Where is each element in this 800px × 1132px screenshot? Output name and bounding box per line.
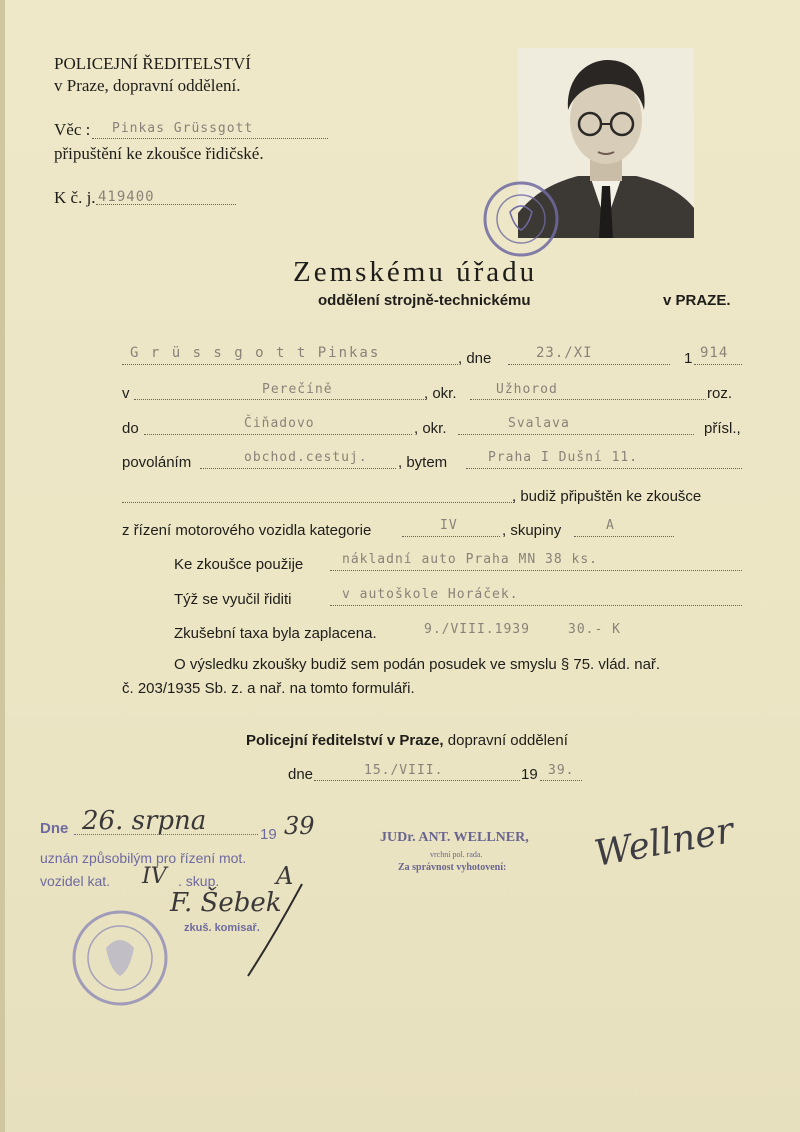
birthplace: Perečíně [262,382,333,397]
vec-label: Věc : [54,120,91,139]
bytem-label: , bytem [398,454,448,471]
birth-district: Užhorod [496,382,558,397]
footer-year-line [540,780,582,781]
footer-date-line [314,780,520,781]
document-city: v PRAZE. [663,292,731,309]
birth-year: 914 [700,345,729,361]
result-line-1: O výsledku zkoušky budiž sem podán posudek ve smyslu § 75. vlád. nař. [174,656,661,673]
occupation-line [200,468,396,469]
header-authority: POLICEJNÍ ŘEDITELSTVÍ [54,54,251,73]
official-title: vrchní pol. rada. [430,850,483,859]
vehicle: nákladní auto Praha MN 38 ks. [342,552,598,567]
blank-line [122,502,514,503]
okr-label-2: , okr. [414,420,447,437]
official-note: Za správnost vyhotovení: [398,862,507,873]
exam-date-hand: 26. srpna [82,806,207,836]
footer-year-prefix: 19 [521,766,538,783]
domicile-district: Svalava [508,416,570,431]
domicile-district-line [458,434,694,435]
okr-label-1: , okr. [424,385,457,402]
applicant-name: G r ü s s g o t t Pinkas [130,345,381,361]
kcj-label: K č. j. [54,188,96,207]
exam-year-prefix: 19 [260,826,277,843]
dne-label: , dne [458,350,492,367]
exam-kat-label: vozidel kat. [40,873,111,889]
exam-dne-label: Dne [40,820,69,837]
birth-date: 23./XI [536,345,593,361]
kategorie-text: z řízení motorového vozidla kategorie [122,522,372,539]
photo-seal-icon [468,178,574,260]
footer-date: 15./VIII. [364,763,444,778]
authority-rest: dopravní oddělení [443,732,568,749]
official-signature: Wellner [591,810,737,875]
subject-line: připuštění ke zkoušce řidičské. [54,144,264,163]
fee-date: 9./VIII.1939 [424,622,530,637]
name-line [122,364,458,365]
footer-year: 39. [548,763,575,778]
residence: Praha I Dušní 11. [488,450,639,465]
residence-line [466,468,742,469]
footer-dne-label: dne [288,766,314,783]
exam-skup-label: . skup. [178,873,220,889]
commissioner-signature: F. Šebek [170,888,282,918]
povolanim-label: povoláním [122,454,192,471]
commissioner-title: zkuš. komisař. [184,922,260,934]
birth-district-line [470,399,706,400]
exam-line2: uznán způsobilým pro řízení mot. [40,850,247,866]
do-label: do [122,420,139,437]
budiz-text: , budiž připuštěn ke zkoušce [512,488,702,505]
domicile-line [144,434,412,435]
roz-label: roz. [707,385,733,402]
occupation: obchod.cestuj. [244,450,368,465]
skupiny-label: , skupiny [502,522,562,539]
fee-amount: 30.- K [568,622,621,637]
round-seal-icon [70,908,170,1008]
birthplace-line [134,399,426,400]
birthyear-line [694,364,742,365]
year-prefix: 1 [684,350,693,367]
signature-stroke-icon [240,880,310,980]
result-line-2: č. 203/1935 Sb. z. a nař. na tomto formuláři. [122,680,415,697]
category-line [402,536,500,537]
v-label: v [122,385,130,402]
document-subtitle: oddělení strojně-technickému [318,292,531,309]
school: v autoškole Horáček. [342,587,519,602]
vec-line [92,138,328,139]
vehicle-label: Ke zkoušce použije [174,556,304,573]
authority-bold: Policejní ředitelství v Praze, [246,732,444,749]
exam-year-hand: 39 [284,812,315,840]
group-line [574,536,674,537]
kcj-value: 419400 [98,189,155,205]
category: IV [440,518,458,533]
exam-kat-hand: IV [142,864,167,889]
group: A [606,518,615,533]
official-name: JUDr. ANT. WELLNER, [380,830,529,845]
school-label: Týž se vyučil řiditi [174,591,292,608]
fee-label: Zkušební taxa byla zaplacena. [174,625,377,642]
vec-value: Pinkas Grüssgott [112,121,254,136]
domicile: Čiňadovo [244,416,315,431]
prisl-label: přísl., [704,420,741,437]
paper-edge [0,0,5,1132]
header-department: v Praze, dopravní oddělení. [54,76,241,95]
exam-skup-hand: A [276,862,294,890]
vehicle-line [330,570,742,571]
birthdate-line [508,364,670,365]
authority-line [246,732,568,749]
school-line [330,605,742,606]
document-title: Zemskému úřadu [293,256,538,288]
